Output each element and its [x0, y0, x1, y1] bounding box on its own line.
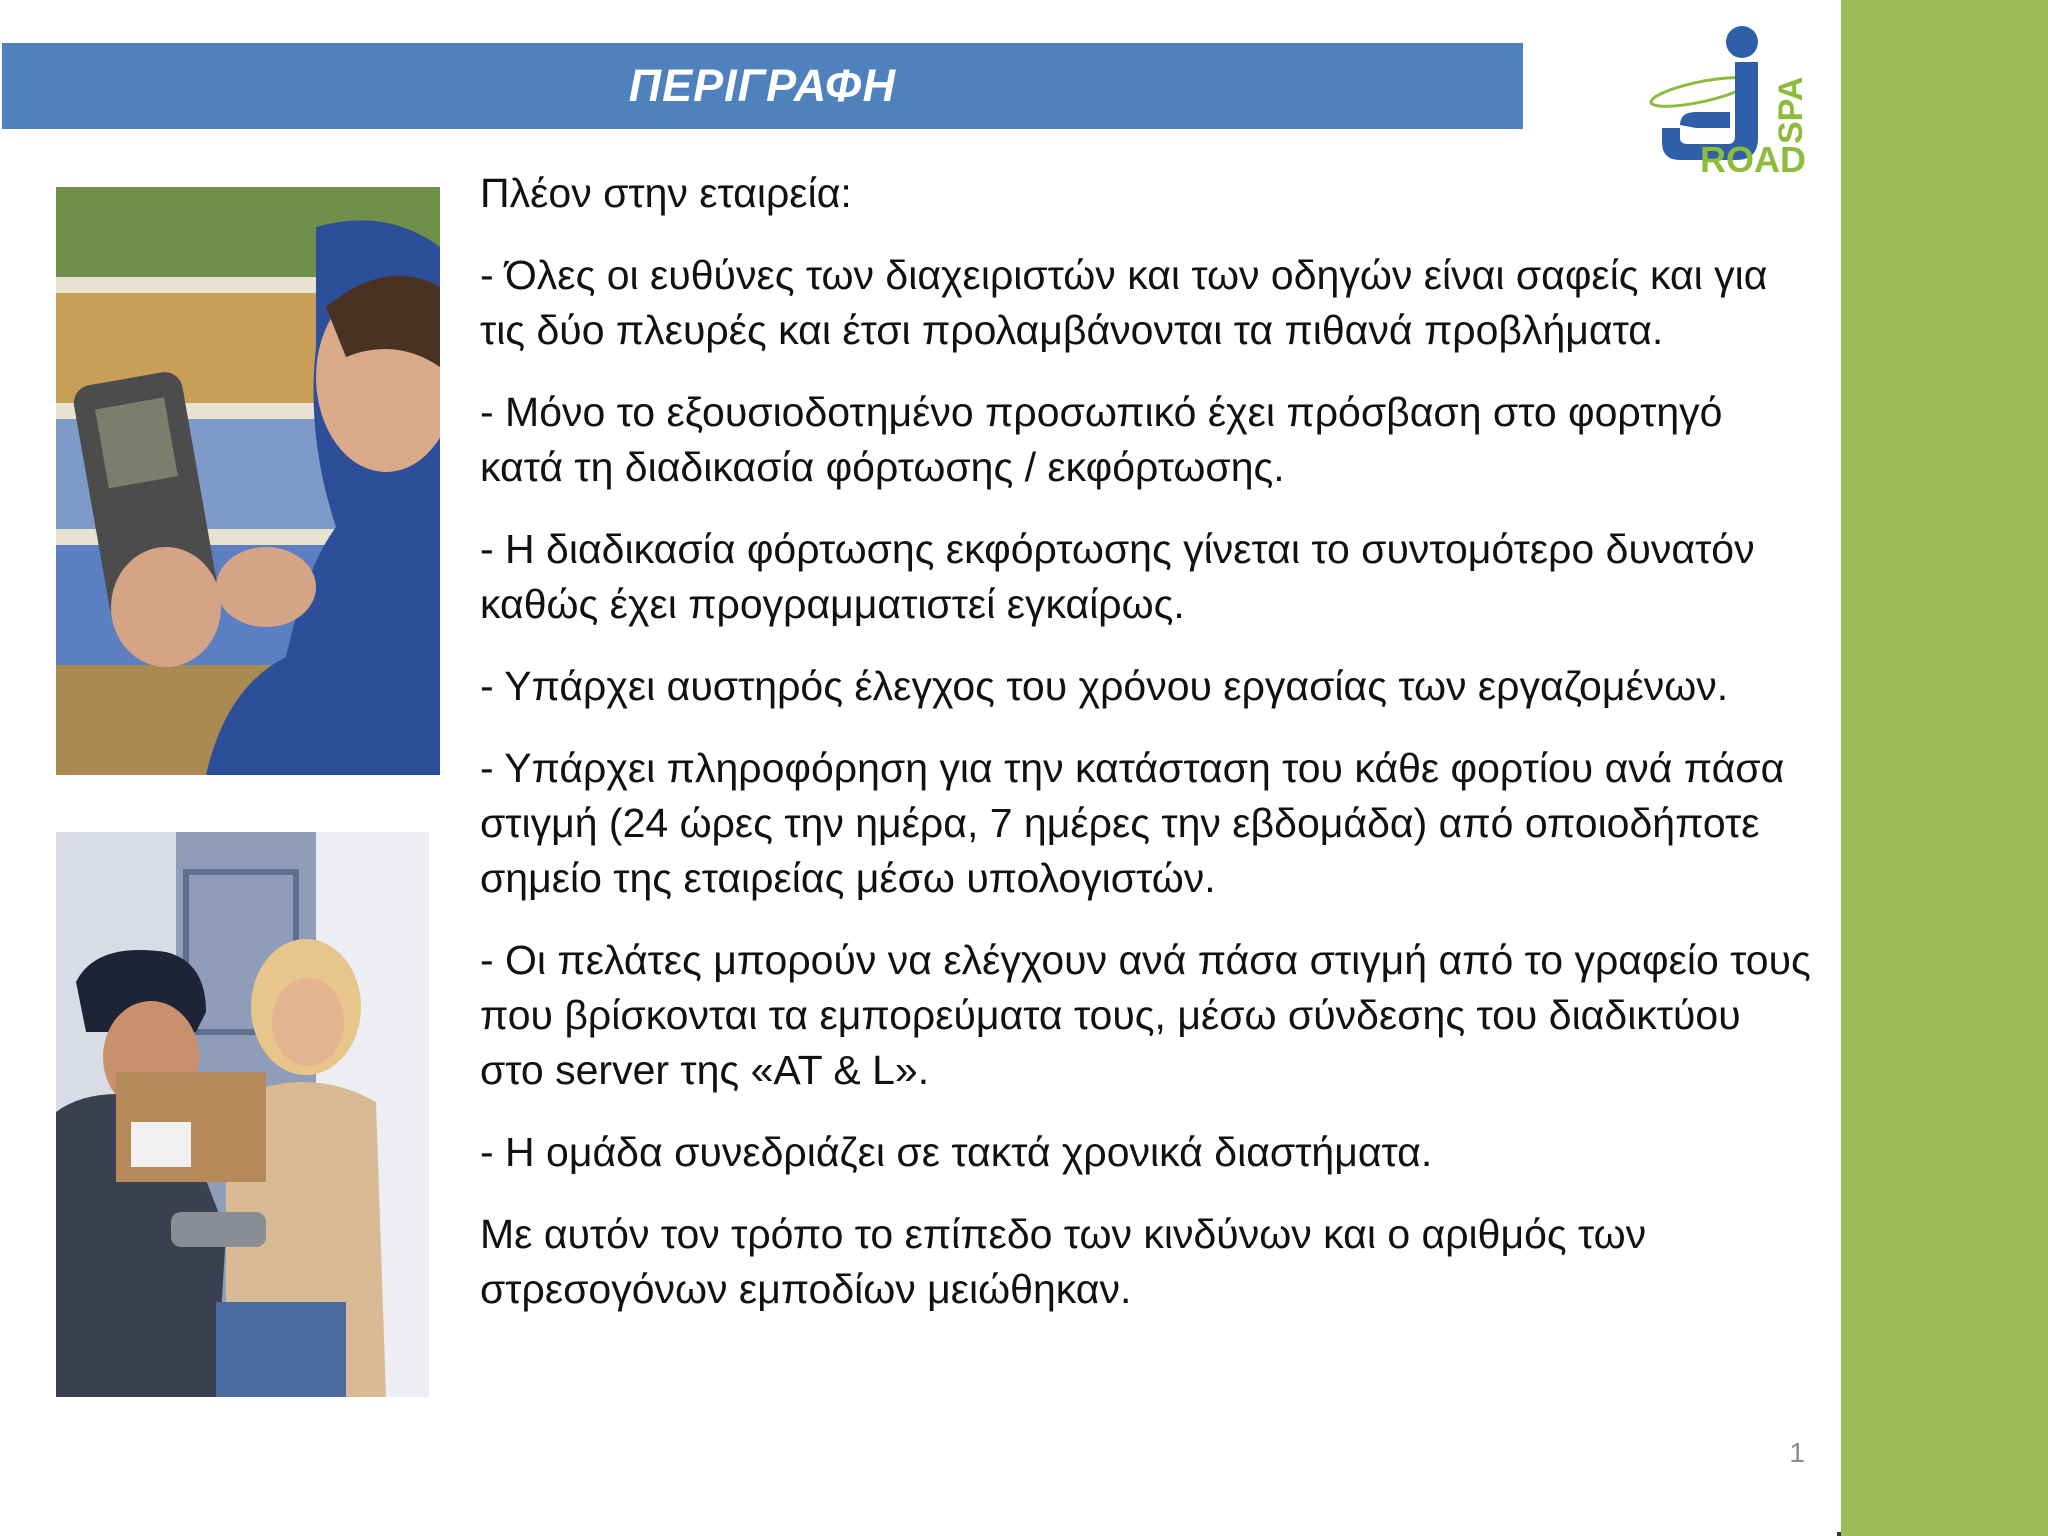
page-title: ΠΕΡΙΓΡΑΦΗ	[628, 60, 897, 111]
warehouse-scanner-photo	[56, 187, 440, 775]
page-number: 1	[1789, 1437, 1805, 1468]
bullet-paragraph: - Η διαδικασία φόρτωσης εκφόρτωσης γίνεται το συντομότερο δυνατόν καθώς έχει προγραμματιστεί εγκαίρως.	[480, 526, 1755, 627]
conclusion-paragraph: Με αυτόν τον τρόπο το επίπεδο των κινδύνων και ο αριθμός των στρεσογόνων εμποδίων μειώθηκαν.	[480, 1211, 1647, 1312]
logo-road-text: ROAD	[1700, 139, 1806, 180]
bullet-paragraph: - Υπάρχει πληροφόρηση για την κατάσταση του κάθε φορτίου ανά πάσα στιγμή (24 ώρες την ημέρα, 7 ημέρες την εβδομάδα) από οποιοδήποτε σημείο της εταιρείας μέσω υπολογιστών.	[480, 745, 1785, 901]
bullet-paragraph: - Όλες οι ευθύνες των διαχειριστών και των οδηγών είναι σαφείς και για τις δύο πλευρές και έτσι προλαμβάνονται τα πιθανά προβλήματα.	[480, 252, 1768, 353]
intro-paragraph: Πλέον στην εταιρεία:	[480, 170, 852, 216]
bullet-paragraph: - Μόνο το εξουσιοδοτημένο προσωπικό έχει πρόσβαση στο φορτηγό κατά τη διαδικασία φόρτωσης / εκφόρτωσης.	[480, 389, 1723, 490]
green-sidebar	[1837, 0, 2048, 1536]
logo-spa-text: SPA	[1772, 76, 1810, 144]
body-text	[480, 166, 1815, 1344]
corner-mark	[1837, 1532, 1841, 1536]
bullet-paragraph: - Οι πελάτες μπορούν να ελέγχουν ανά πάσα στιγμή από το γραφείο τους που βρίσκονται τα εμπορεύματα τους, μέσω σύνδεσης του διαδικτύου στο server της «AT & L».	[480, 937, 1811, 1093]
bullet-paragraph: - Υπάρχει αυστηρός έλεγχος του χρόνου εργασίας των εργαζομένων.	[480, 663, 1729, 709]
road-spa-logo	[1640, 20, 1820, 185]
title-bar	[2, 43, 1523, 129]
delivery-photo	[56, 832, 429, 1397]
bullet-paragraph: - Η ομάδα συνεδριάζει σε τακτά χρονικά διαστήματα.	[480, 1129, 1433, 1175]
